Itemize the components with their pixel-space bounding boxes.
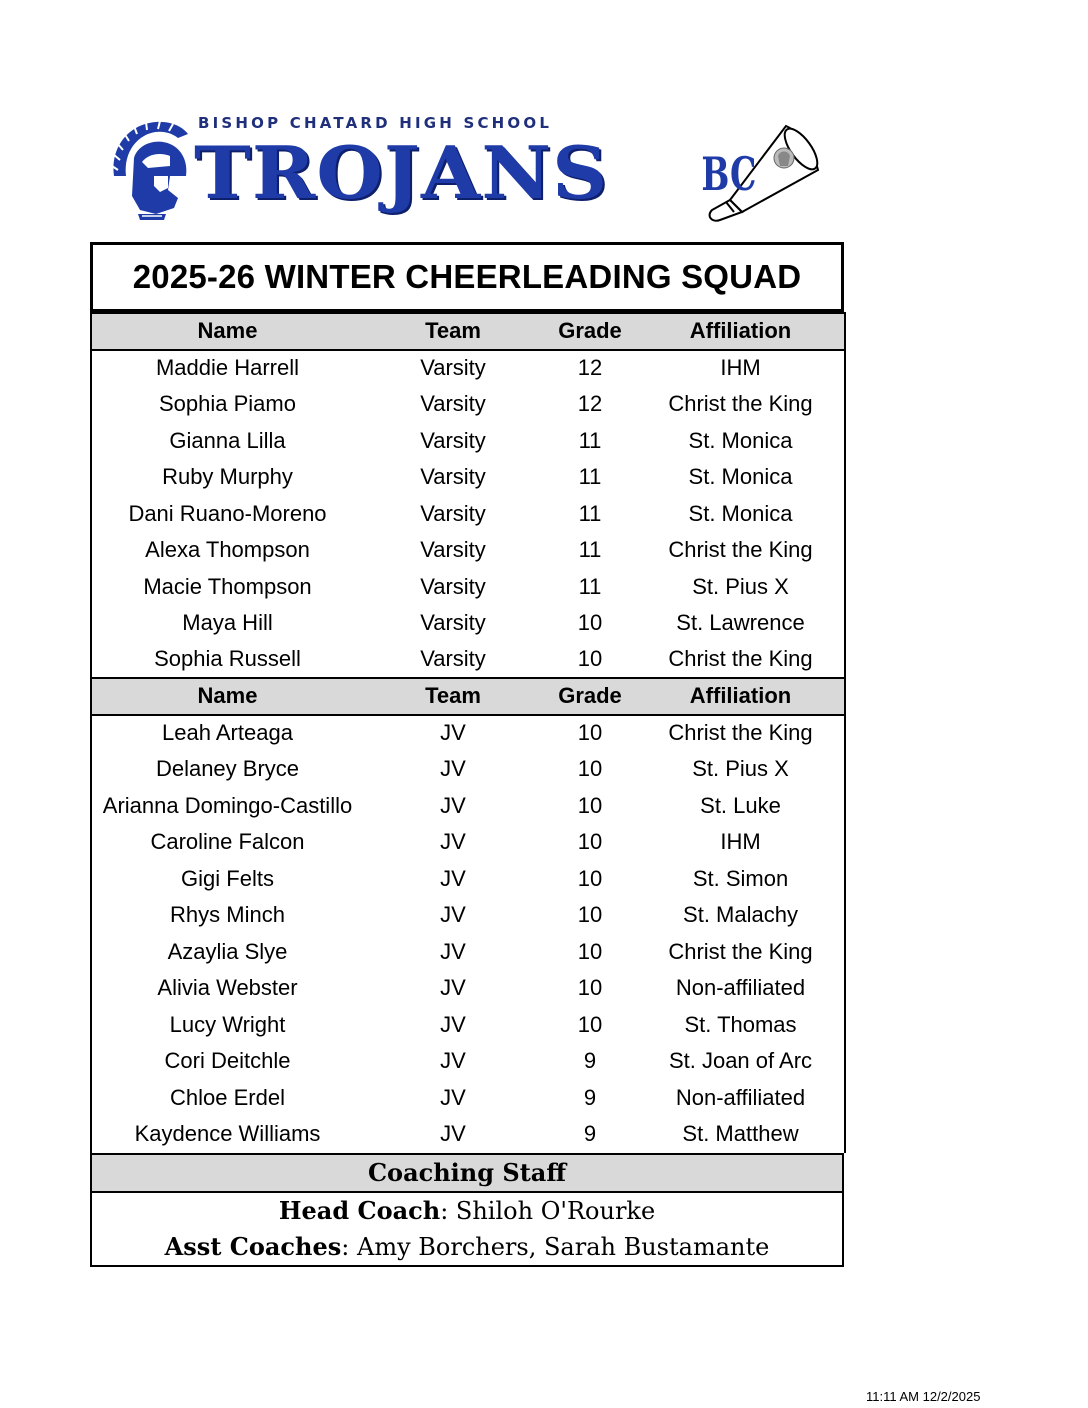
table-row (91, 496, 845, 533)
member-team: JV (440, 865, 466, 891)
head-coach-label: Head Coach (278, 1195, 441, 1225)
column-header: Affiliation (637, 678, 845, 715)
member-name: Gigi Felts (91, 861, 363, 898)
member-team: Varsity (420, 646, 486, 672)
varsity-header-row (91, 313, 845, 350)
member-grade: 11 (578, 464, 602, 490)
member-grade: 11 (578, 500, 602, 526)
member-grade: 10 (577, 756, 603, 782)
member-team: Varsity (420, 464, 486, 490)
member-grade: 9 (583, 1084, 597, 1110)
member-team: Varsity (420, 391, 486, 417)
table-row (91, 1116, 845, 1153)
member-affiliation: St. Pius X (637, 569, 845, 606)
member-grade: 9 (583, 1048, 597, 1074)
member-grade: 10 (577, 720, 603, 746)
member-name: Macie Thompson (91, 569, 363, 606)
school-name: BISHOP CHATARD HIGH SCHOOL (198, 114, 553, 132)
member-affiliation: IHM (637, 350, 845, 387)
member-team: JV (440, 756, 466, 782)
member-team: Varsity (420, 610, 486, 636)
member-affiliation: Christ the King (637, 715, 845, 752)
member-name: Kaydence Williams (91, 1116, 363, 1153)
member-name: Arianna Domingo-Castillo (91, 788, 363, 825)
coaching-staff-heading: Coaching Staff (92, 1153, 842, 1193)
member-name: Delaney Bryce (91, 751, 363, 788)
member-grade: 12 (577, 355, 603, 381)
member-affiliation: St. Monica (637, 496, 845, 533)
head-coach-line (92, 1193, 842, 1229)
page-title: 2025-26 WINTER CHEERLEADING SQUAD (132, 258, 802, 295)
member-affiliation: St. Luke (637, 788, 845, 825)
trojan-helmet-icon (108, 118, 194, 222)
member-affiliation: St. Pius X (637, 751, 845, 788)
title-box (90, 242, 844, 312)
member-grade: 10 (577, 865, 603, 891)
member-name: Rhys Minch (91, 897, 363, 934)
member-affiliation: St. Thomas (637, 1007, 845, 1044)
table-row (91, 459, 845, 496)
member-team: Varsity (420, 427, 486, 453)
member-grade: 10 (577, 646, 603, 672)
member-grade: 11 (578, 427, 602, 453)
member-team: JV (440, 902, 466, 928)
member-grade: 11 (578, 573, 602, 599)
member-name: Maddie Harrell (91, 350, 363, 387)
table-row (91, 569, 845, 606)
table-row (91, 350, 845, 387)
member-team: JV (440, 1048, 466, 1074)
asst-coaches-label: Asst Coaches (164, 1231, 342, 1261)
table-row (91, 532, 845, 569)
member-affiliation: St. Joan of Arc (637, 1043, 845, 1080)
column-header: Name (91, 678, 363, 715)
table-row (91, 642, 845, 679)
asst-coaches-names: : Amy Borchers, Sarah Bustamante (341, 1232, 770, 1261)
member-affiliation: St. Simon (637, 861, 845, 898)
coaching-staff (90, 1153, 844, 1267)
table-row (91, 897, 845, 934)
member-affiliation: Christ the King (637, 934, 845, 971)
table-row (91, 605, 845, 642)
badge-letters: BC (701, 147, 757, 202)
member-grade: 10 (577, 975, 603, 1001)
member-team: JV (440, 792, 466, 818)
member-name: Azaylia Slye (91, 934, 363, 971)
member-name: Alivia Webster (91, 970, 363, 1007)
member-grade: 10 (577, 829, 603, 855)
member-affiliation: IHM (637, 824, 845, 861)
member-affiliation: Christ the King (637, 386, 845, 423)
member-name: Maya Hill (91, 605, 363, 642)
member-team: JV (440, 1011, 466, 1037)
member-name: Chloe Erdel (91, 1080, 363, 1117)
table-row (91, 751, 845, 788)
table-row (91, 970, 845, 1007)
member-team: JV (440, 938, 466, 964)
member-name: Lucy Wright (91, 1007, 363, 1044)
table-row (91, 861, 845, 898)
member-grade: 10 (577, 902, 603, 928)
table-row (91, 715, 845, 752)
member-team: JV (440, 1084, 466, 1110)
member-grade: 12 (577, 391, 603, 417)
member-name: Sophia Russell (91, 642, 363, 679)
member-name: Sophia Piamo (91, 386, 363, 423)
member-grade: 11 (578, 537, 602, 563)
member-name: Ruby Murphy (91, 459, 363, 496)
megaphone-icon (700, 120, 820, 224)
member-grade: 10 (577, 610, 603, 636)
table-row (91, 1043, 845, 1080)
column-header: Affiliation (637, 313, 845, 350)
member-affiliation: St. Monica (637, 459, 845, 496)
member-affiliation: St. Malachy (637, 897, 845, 934)
column-header: Team (363, 313, 543, 350)
roster-table (90, 312, 846, 1153)
member-affiliation: St. Monica (637, 423, 845, 460)
member-team: JV (440, 720, 466, 746)
roster-body (91, 313, 845, 1153)
member-name: Alexa Thompson (91, 532, 363, 569)
timestamp: 11:11 AM 12/2/2025 (866, 1389, 981, 1404)
roster-sheet (90, 242, 844, 1267)
member-affiliation: St. Lawrence (637, 605, 845, 642)
table-row (91, 1080, 845, 1117)
member-affiliation: Non-affiliated (637, 1080, 845, 1117)
table-row (91, 1007, 845, 1044)
member-affiliation: Christ the King (637, 532, 845, 569)
member-name: Gianna Lilla (91, 423, 363, 460)
member-name: Cori Deitchle (91, 1043, 363, 1080)
member-name: Leah Arteaga (91, 715, 363, 752)
school-logo (108, 114, 618, 224)
member-affiliation: Non-affiliated (637, 970, 845, 1007)
column-header: Team (363, 678, 543, 715)
member-affiliation: Christ the King (637, 642, 845, 679)
member-name: Caroline Falcon (91, 824, 363, 861)
table-row (91, 824, 845, 861)
column-header: Grade (543, 678, 637, 715)
member-name: Dani Ruano-Moreno (91, 496, 363, 533)
member-grade: 9 (583, 1121, 597, 1147)
jv-header-row (91, 678, 845, 715)
member-affiliation: St. Matthew (637, 1116, 845, 1153)
member-grade: 10 (577, 938, 603, 964)
member-grade: 10 (577, 792, 603, 818)
table-row (91, 423, 845, 460)
member-team: JV (440, 1121, 466, 1147)
table-row (91, 788, 845, 825)
member-team: JV (440, 829, 466, 855)
table-row (91, 386, 845, 423)
member-team: Varsity (420, 355, 486, 381)
member-grade: 10 (577, 1011, 603, 1037)
table-row (91, 934, 845, 971)
member-team: Varsity (420, 537, 486, 563)
member-team: Varsity (420, 573, 486, 599)
member-team: JV (440, 975, 466, 1001)
member-team: Varsity (420, 500, 486, 526)
team-wordmark: TROJANS (194, 130, 609, 215)
asst-coaches-line (92, 1229, 842, 1265)
column-header: Grade (543, 313, 637, 350)
column-header: Name (91, 313, 363, 350)
head-coach-name: : Shiloh O'Rourke (440, 1196, 656, 1225)
